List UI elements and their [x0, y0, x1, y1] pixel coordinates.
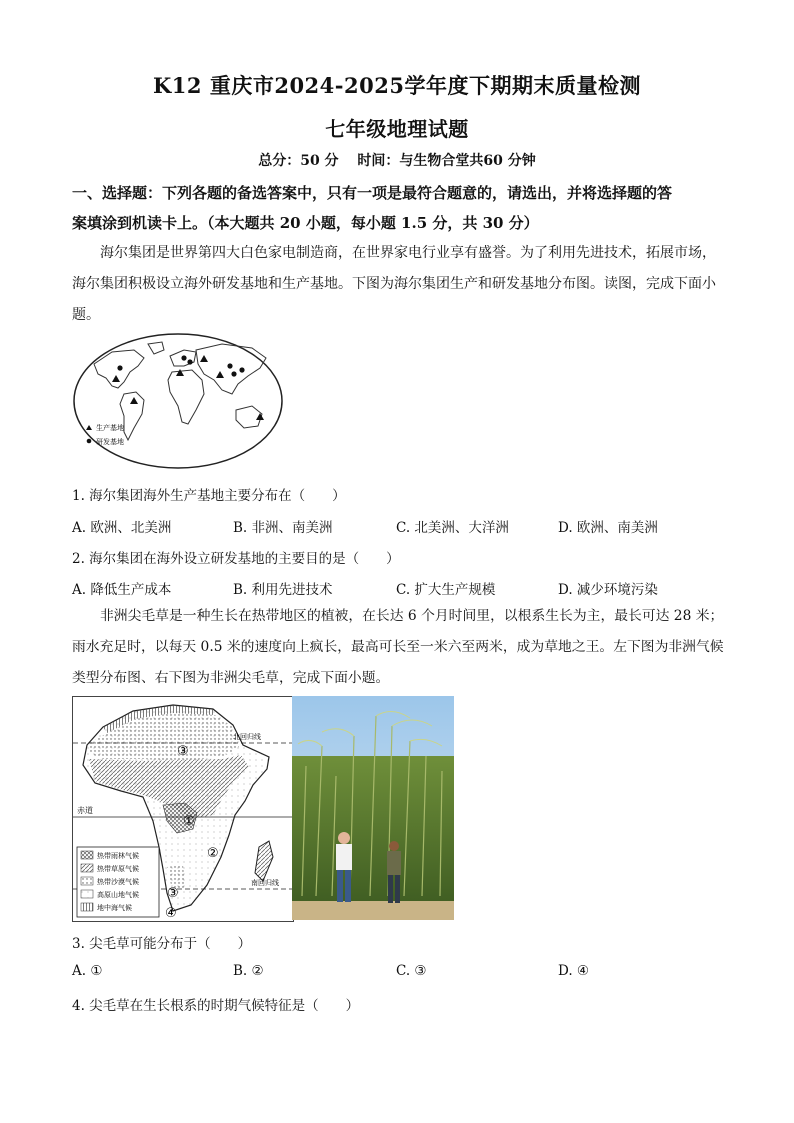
marker-3-north: ③ [177, 744, 189, 759]
q3-option-a[interactable]: A. ① [72, 963, 103, 979]
passage-grass-line1: 非洲尖毛草是一种生长在热带地区的植被，在长达 6 个月时间里，以根系生长为主，最长可达 28 米； [100, 608, 724, 624]
exam-meta: 总分：50 分 时间：与生物合堂共60 分钟 [258, 153, 536, 169]
passage-haier-line3: 题。 [72, 307, 100, 323]
q3-option-d[interactable]: D. ④ [558, 963, 590, 979]
marker-3-south: ③ [167, 886, 179, 901]
section-heading-line1: 一、选择题：下列各题的备选答案中，只有一项是最符合题意的，请选出，并将选择题的答 [72, 184, 673, 202]
passage-haier [72, 238, 732, 331]
africa-map-svg [73, 697, 293, 921]
section-heading-line2: 案填涂到机读卡上。（本大题共 20 小题，每小题 1.5 分，共 30 分） [72, 214, 539, 232]
world-map-figure [72, 332, 284, 470]
passage-grass-line3: 类型分布图、右下图为非洲尖毛草，完成下面小题。 [72, 670, 390, 686]
section-heading [72, 178, 752, 238]
legend-rainforest: 热带雨林气候 [97, 852, 139, 860]
q2-option-c[interactable]: C. 扩大生产规模 [396, 582, 496, 598]
rd-base-marker [117, 365, 122, 370]
legend-mediterranean: 地中海气候 [97, 904, 132, 912]
legend-highland: 高原山地气候 [97, 891, 139, 899]
passage-haier-line1: 海尔集团是世界第四大白色家电制造商，在世界家电行业享有盛誉。为了利用先进技术，拓展市场， [100, 245, 716, 261]
q1-option-c[interactable]: C. 北美洲、大洋洲 [396, 520, 509, 536]
legend-rd: 研发基地 [96, 438, 124, 446]
equator-label: 赤道 [77, 806, 93, 815]
legend-desert: 热带沙漠气候 [97, 878, 139, 886]
rd-base-marker [231, 371, 236, 376]
question-2-stem: 2. 海尔集团在海外设立研发基地的主要目的是（ ） [72, 551, 400, 567]
question-3-stem: 3. 尖毛草可能分布于（ ） [72, 936, 252, 952]
tropic-of-cancer-label: 北回归线 [233, 733, 261, 741]
question-4-stem: 4. 尖毛草在生长根系的时期气候特征是（ ） [72, 998, 360, 1014]
passage-grass [72, 601, 752, 694]
marker-4: ④ [165, 906, 177, 921]
legend-savanna: 热带草原气候 [97, 865, 139, 873]
passage-grass-line2: 雨水充足时，以每天 0.5 米的速度向上疯长，最高可长至一米六至两米，成为草地之王。左下图为非洲气候 [72, 639, 724, 655]
exam-subtitle: 七年级地理试题 [325, 117, 469, 141]
grass-photo-illustration [292, 696, 454, 920]
grass-photo [292, 696, 454, 920]
marker-2: ② [207, 846, 219, 861]
q1-option-b[interactable]: B. 非洲、南美洲 [233, 520, 333, 536]
q1-option-a[interactable]: A. 欧洲、北美洲 [72, 520, 172, 536]
q2-option-a[interactable]: A. 降低生产成本 [72, 582, 172, 598]
rd-base-marker [187, 359, 192, 364]
africa-climate-map [72, 696, 294, 922]
passage-haier-line2: 海尔集团积极设立海外研发基地和生产基地。下图为海尔集团生产和研发基地分布图。读图，完成下面小 [72, 276, 716, 292]
q3-option-b[interactable]: B. ② [233, 963, 264, 979]
world-map [72, 332, 284, 470]
q3-option-c[interactable]: C. ③ [396, 963, 427, 979]
tropic-of-capricorn-label: 南回归线 [251, 879, 279, 887]
q1-option-d[interactable]: D. 欧洲、南美洲 [558, 520, 658, 536]
exam-title: K12 重庆市2024-2025学年度下期期末质量检测 [153, 73, 641, 98]
q2-option-d[interactable]: D. 减少环境污染 [558, 582, 658, 598]
rd-base-marker [227, 363, 232, 368]
marker-1: ① [183, 814, 195, 829]
question-1-stem: 1. 海尔集团海外生产基地主要分布在（ ） [72, 488, 346, 504]
rd-base-marker [239, 367, 244, 372]
q2-option-b[interactable]: B. 利用先进技术 [233, 582, 333, 598]
rd-base-marker [181, 355, 186, 360]
legend-production: 生产基地 [96, 424, 124, 432]
